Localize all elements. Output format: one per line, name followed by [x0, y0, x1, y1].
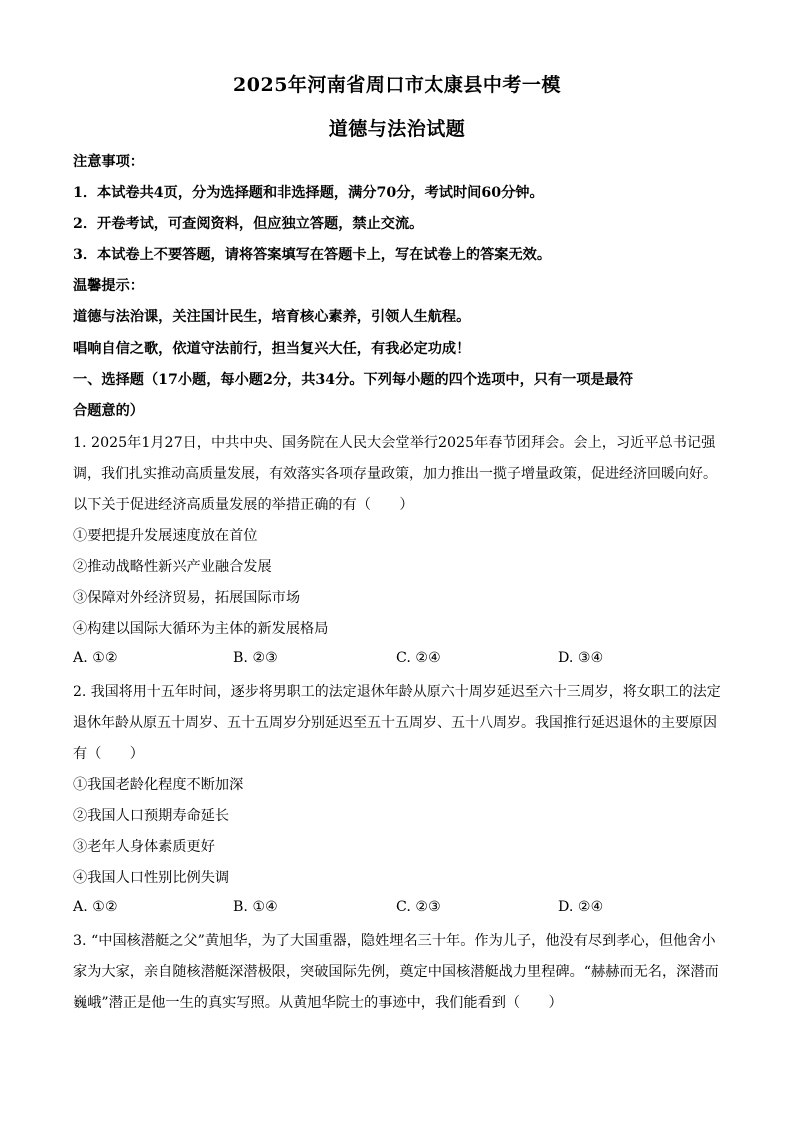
section-heading: 一、选择题（17小题，每小题2分，共34分。下列每小题的四个选项中，只有一项是最符	[73, 372, 634, 388]
tips-line: 唱响自信之歌，依道守法前行，担当复兴大任，有我必定功成！	[73, 341, 471, 357]
statement-item: ④我国人口性别比例失调	[73, 870, 230, 886]
question-stem: 退休年龄从原五十周岁、五十五周岁分别延迟至五十五周岁、五十八周岁。我国推行延迟退休的主要原因	[73, 715, 717, 731]
option-a: A. ①②	[73, 899, 118, 915]
option-a: A. ①②	[73, 650, 118, 666]
notice-item: 2．开卷考试，可查阅资料，但应独立答题，禁止交流。	[73, 216, 424, 232]
question-stem: 家为大家，亲自随核潜艇深潜极限，突破国际先例，奠定中国核潜艇战力里程碑。“赫赫而无名，深潜而	[73, 964, 719, 980]
section-heading-cont: 合题意的）	[73, 403, 144, 419]
statement-item: ①我国老龄化程度不断加深	[73, 777, 244, 793]
option-d: D. ③④	[558, 650, 604, 666]
notice-heading: 注意事项：	[73, 154, 144, 170]
question-stem: 1. 2025年1月27日，中共中央、国务院在人民大会堂举行2025年春节团拜会。会上，习近平总书记强	[73, 435, 716, 451]
tips-heading: 温馨提示：	[73, 278, 144, 294]
question-stem: 有（ ）	[73, 746, 144, 762]
notice-item: 3．本试卷上不要答题，请将答案填写在答题卡上，写在试卷上的答案无效。	[73, 247, 552, 263]
question-stem: 3. “中国核潜艇之父”黄旭华，为了大国重器，隐姓埋名三十年。作为儿子，他没有尽到孝心，但他舍小	[73, 933, 716, 949]
statement-item: ③老年人身体素质更好	[73, 839, 215, 855]
question-stem: 以下关于促进经济高质量发展的举措正确的有（ ）	[73, 497, 414, 513]
option-d: D. ②④	[558, 899, 604, 915]
statement-item: ③保障对外经济贸易，拓展国际市场	[73, 590, 301, 606]
statement-item: ②推动战略性新兴产业融合发展	[73, 559, 272, 575]
option-c: C. ②④	[396, 650, 441, 666]
question-stem: 2. 我国将用十五年时间，逐步将男职工的法定退休年龄从原六十周岁延迟至六十三周岁，将女职工的法定	[73, 684, 721, 700]
exam-subtitle: 道德与法治试题	[328, 118, 466, 140]
statement-item: ①要把提升发展速度放在首位	[73, 528, 258, 544]
option-c: C. ②③	[396, 899, 441, 915]
question-stem: 调，我们扎实推动高质量发展，有效落实各项存量政策，加力推出一揽子增量政策，促进经济回暖向好。	[73, 466, 717, 482]
question-stem: 巍峨”潜正是他一生的真实写照。从黄旭华院士的事迹中，我们能看到（ ）	[73, 995, 563, 1011]
option-b: B. ①④	[233, 899, 278, 915]
notice-item: 1．本试卷共4页，分为选择题和非选择题，满分70分，考试时间60分钟。	[73, 185, 544, 201]
exam-title: 2025年河南省周口市太康县中考一模	[233, 74, 561, 96]
option-b: B. ②③	[233, 650, 278, 666]
tips-line: 道德与法治课，关注国计民生，培育核心素养，引领人生航程。	[73, 309, 471, 325]
statement-item: ④构建以国际大循环为主体的新发展格局	[73, 621, 329, 637]
statement-item: ②我国人口预期寿命延长	[73, 808, 230, 824]
